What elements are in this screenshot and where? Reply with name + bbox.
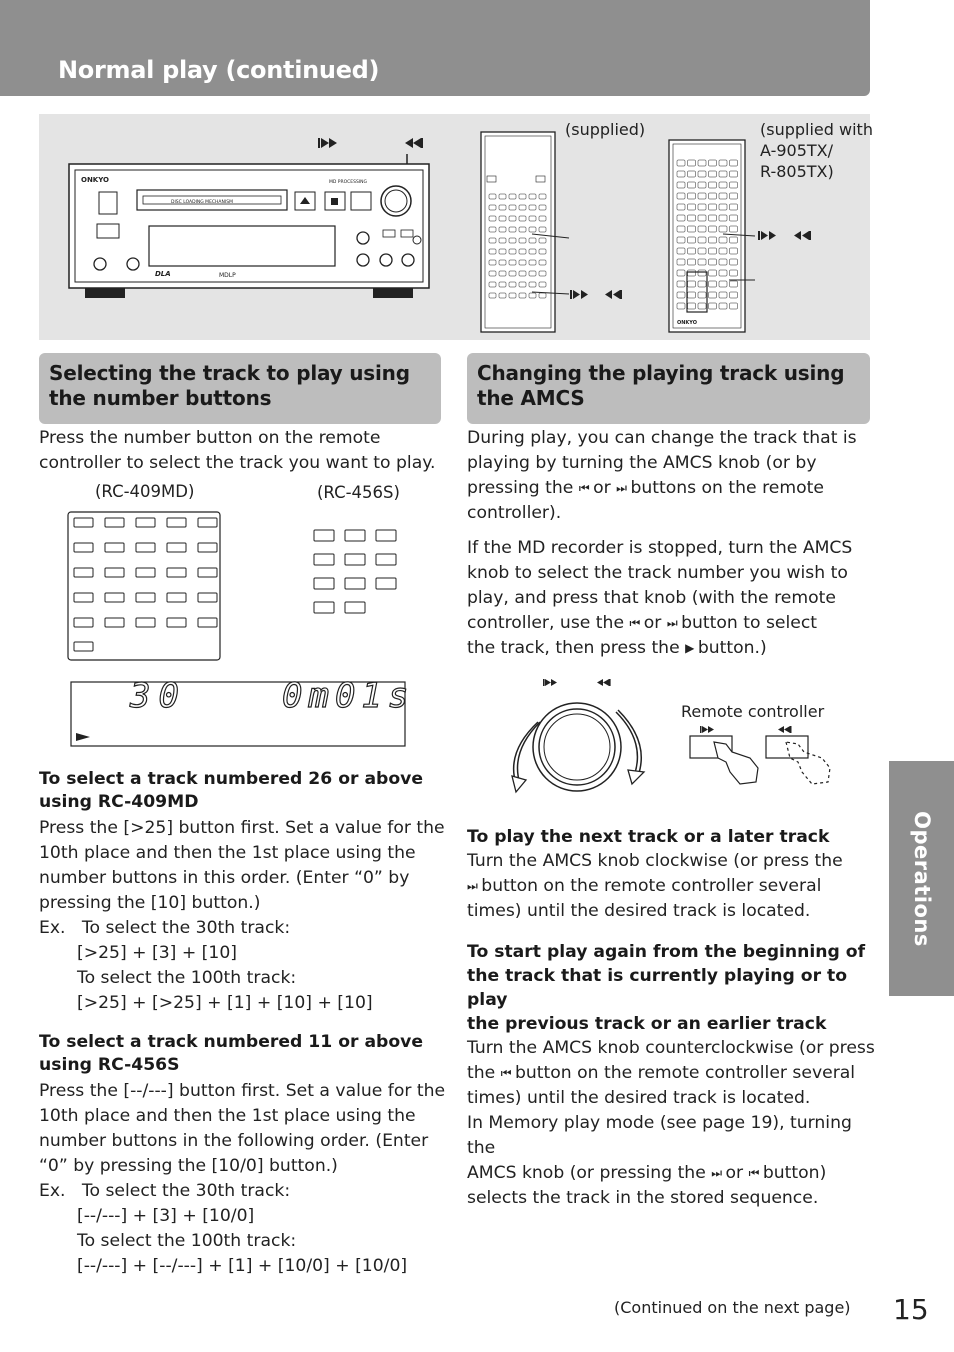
remote-button — [688, 171, 696, 177]
remote-button — [730, 215, 738, 221]
unit-panel-label: DISC LOADING MECHANISM — [171, 200, 233, 205]
remote-button — [529, 205, 536, 210]
page-number: 15 — [893, 1293, 929, 1326]
main-unit-illustration — [39, 114, 870, 340]
unit-brand-label: ONKYO — [81, 176, 110, 184]
rc409md-keypad-illustration — [66, 510, 226, 662]
remote-button — [489, 282, 496, 287]
remote-button — [709, 281, 717, 287]
keypad-button — [198, 568, 217, 577]
remote-button — [499, 249, 506, 254]
remote-button — [499, 260, 506, 265]
remote-button — [677, 204, 685, 210]
remote-button — [730, 292, 738, 298]
remote-button — [677, 281, 685, 287]
remote2-caption-line2: A-905TX/ — [760, 141, 834, 160]
remote-button — [519, 282, 526, 287]
remote-button — [730, 160, 738, 166]
remote-button — [719, 193, 727, 199]
remote-button — [688, 270, 696, 276]
next-track-icon: ⏭ — [467, 879, 476, 893]
remote-button — [499, 205, 506, 210]
remote-button — [499, 216, 506, 221]
remote-button — [539, 293, 546, 298]
remote-button — [698, 160, 706, 166]
remote-button — [698, 193, 706, 199]
keypad-button — [105, 518, 124, 527]
remote-button — [688, 259, 696, 265]
remote2-brand-label: ONKYO — [677, 320, 698, 326]
left-subsection-1: To select a track numbered 26 or above using RC-409MD Press the [>25] button first. Set a value for the 10th place and then the 1st place using the number buttons in this order. (Enter “0” by pressing the [10] button.) Ex. To select the 30th track: [>25] + [3] + [10] To select the 100th track: [>25] + [>25] + [1] + [10] + [10] — [39, 769, 445, 1013]
knob-next-icon — [597, 679, 611, 686]
keypad-button — [198, 618, 217, 627]
remote-button — [489, 271, 496, 276]
rc-prev-icon — [700, 726, 714, 733]
remote-button — [709, 292, 717, 298]
keypad-button — [345, 602, 365, 613]
remote2-skip-icons — [758, 231, 811, 240]
remote-button — [529, 249, 536, 254]
remote-button — [709, 215, 717, 221]
remote-button — [499, 282, 506, 287]
keypad-button — [345, 530, 365, 541]
remote-button — [719, 171, 727, 177]
remote-button — [539, 227, 546, 232]
remote-button — [539, 282, 546, 287]
knob-prev-icon — [543, 679, 557, 686]
remote-button — [489, 216, 496, 221]
keypad-button — [167, 618, 186, 627]
remote-button — [719, 204, 727, 210]
remote-button — [698, 204, 706, 210]
keypad-button — [376, 554, 396, 565]
play-icon: ▶ — [685, 641, 693, 655]
remote-button — [519, 260, 526, 265]
remote-button — [509, 216, 516, 221]
remote-button — [519, 205, 526, 210]
remote-button — [719, 215, 727, 221]
remote-button — [730, 182, 738, 188]
remote-controller-caption: Remote controller — [681, 702, 825, 721]
remote-button — [709, 303, 717, 309]
remote-button — [698, 237, 706, 243]
right-paragraph-1: During play, you can change the track that is playing by turning the AMCS knob (or by pressing the ⏮ or ⏭ buttons on the remote controller). If the MD recorder is stopped, turn the AMCS knob to select the track number you wish to play, and press that knob (with the remote controller, use the ⏮ or ⏭ button to select the track, then press the ▶ button.) — [467, 428, 857, 658]
remote-button — [709, 248, 717, 254]
remote-button — [709, 160, 717, 166]
remote-button — [519, 216, 526, 221]
remote-button — [698, 226, 706, 232]
remote-button — [677, 292, 685, 298]
remote-button — [709, 226, 717, 232]
remote-button — [489, 238, 496, 243]
remote-button — [529, 282, 536, 287]
remote-button — [519, 227, 526, 232]
remote-button — [529, 227, 536, 232]
remote-button — [698, 281, 706, 287]
remote-button — [489, 260, 496, 265]
remote-button — [677, 226, 685, 232]
keypad-button — [105, 543, 124, 552]
remote-button — [509, 238, 516, 243]
remote-button — [499, 293, 506, 298]
right-subsection-1: To play the next track or a later track Turn the AMCS knob clockwise (or press the ⏭ button on the remote controller several times) until the desired track is located. — [467, 827, 843, 921]
keypad-button — [345, 554, 365, 565]
remote-button — [719, 292, 727, 298]
remote-button — [688, 226, 696, 232]
remote-button — [509, 205, 516, 210]
remote-button — [719, 226, 727, 232]
left-intro: Press the number button on the remote controller to select the track you want to play. — [39, 428, 436, 473]
remote-button — [698, 182, 706, 188]
right-section-heading-line1: Changing the playing track using — [477, 361, 845, 385]
keypad-button — [136, 593, 155, 602]
keypad-button — [198, 593, 217, 602]
remote-button — [539, 249, 546, 254]
remote-button — [677, 259, 685, 265]
remote-button — [677, 160, 685, 166]
unit-processing-label: MD PROCESSING — [329, 180, 368, 185]
keypad-button — [136, 543, 155, 552]
remote-button — [730, 193, 738, 199]
keypad-button — [167, 518, 186, 527]
keypad-button — [105, 593, 124, 602]
remote-a905tx-illustration — [669, 140, 755, 332]
remote2-caption-line3: R-805TX) — [760, 162, 834, 181]
unit-skip-next-icon — [405, 138, 423, 148]
side-tab-label: Operations — [909, 810, 934, 947]
keypad-button — [74, 593, 93, 602]
keypad-button — [74, 642, 93, 651]
remote-button — [489, 293, 496, 298]
remote-button — [730, 303, 738, 309]
remote-button — [519, 293, 526, 298]
remote-button — [709, 204, 717, 210]
remote-button — [709, 237, 717, 243]
remote-button — [730, 171, 738, 177]
remote-button — [698, 215, 706, 221]
remote-button — [698, 270, 706, 276]
remote-button — [698, 171, 706, 177]
remote-button — [519, 238, 526, 243]
remote-button — [529, 293, 536, 298]
remote-button — [730, 248, 738, 254]
remote-supplied-caption: (supplied) — [565, 120, 646, 139]
keypad-button — [376, 530, 396, 541]
remote-button — [489, 194, 496, 199]
prev-track-icon: ⏮ — [578, 481, 588, 495]
remote-button — [709, 270, 717, 276]
keypad-button — [167, 568, 186, 577]
remote-button — [489, 249, 496, 254]
rc-next-icon — [778, 726, 792, 733]
remote-button — [730, 281, 738, 287]
keypad-button — [198, 518, 217, 527]
remote-button — [529, 194, 536, 199]
remote-button — [719, 237, 727, 243]
keypad-button — [314, 530, 334, 541]
remote-button — [709, 171, 717, 177]
remote-button — [529, 260, 536, 265]
remote-button — [539, 205, 546, 210]
left-subsection-2: To select a track numbered 11 or above using RC-456S Press the [--/---] button first. Set a value for the 10th place and then the 1st place using the number buttons in the following order. (Enter “0” by pressing the [10/0] button.) Ex. To select the 30th track: [--/---] + [3] + [10/0] To select the 100th track: [--/---] + [--/---] + [1] + [10/0] + [10/0] — [39, 1032, 446, 1276]
next-track-icon: ⏭ — [666, 616, 676, 630]
prev-track-icon: ⏮ — [748, 1166, 758, 1180]
remote-button — [677, 248, 685, 254]
unit-logo-label: DLA — [155, 270, 171, 278]
prev-track-icon: ⏮ — [629, 616, 639, 630]
remote-button — [509, 194, 516, 199]
remote-button — [489, 205, 496, 210]
remote-button — [698, 259, 706, 265]
remote-button — [730, 259, 738, 265]
remote-button — [709, 259, 717, 265]
remote-button — [509, 282, 516, 287]
remote-button — [719, 281, 727, 287]
remote-button — [709, 182, 717, 188]
keypad-button — [198, 543, 217, 552]
left-section-heading-line2: the number buttons — [49, 386, 272, 410]
keypad-button — [74, 618, 93, 627]
keypad-button — [314, 602, 334, 613]
remote-button — [539, 238, 546, 243]
remote-supplied-illustration — [481, 132, 569, 332]
next-track-icon: ⏭ — [616, 481, 625, 495]
remote-b-label: (RC-456S) — [317, 483, 400, 502]
page-title: Normal play (continued) — [58, 56, 380, 84]
remote-button — [719, 182, 727, 188]
remote-button — [519, 249, 526, 254]
remote-button — [688, 237, 696, 243]
rc456s-keypad-illustration — [310, 524, 404, 618]
keypad-button — [105, 568, 124, 577]
remote-button — [688, 248, 696, 254]
remote-button — [688, 281, 696, 287]
remote-button — [677, 215, 685, 221]
continued-note: (Continued on the next page) — [614, 1298, 851, 1317]
remote-button — [719, 248, 727, 254]
remote-button — [730, 237, 738, 243]
remote-button — [719, 303, 727, 309]
remote-button — [730, 226, 738, 232]
remote-button — [677, 171, 685, 177]
right-subsection-2: To start play again from the beginning of the track that is currently playing or to play the previous track or an earlier track Turn the AMCS knob counterclockwise (or press the ⏮ button on the remote controller several times) until the desired track is located. In Memory play mode (see page 19), turning the AMCS knob (or pressing the ⏭ or ⏮ button) selects the track in the stored sequence. — [467, 942, 875, 1208]
keypad-button — [74, 543, 93, 552]
remote-button — [529, 238, 536, 243]
remote-button — [677, 193, 685, 199]
remote-button — [519, 194, 526, 199]
remote-button — [677, 182, 685, 188]
remote-button — [688, 193, 696, 199]
unit-skip-prev-icon — [318, 138, 337, 148]
remote-button — [519, 271, 526, 276]
remote-button — [539, 216, 546, 221]
remote-button — [677, 237, 685, 243]
amcs-knob-illustration — [500, 672, 850, 797]
remote-button — [509, 227, 516, 232]
left-section-heading-line1: Selecting the track to play using — [49, 361, 410, 385]
remote-button — [509, 260, 516, 265]
remote-button — [730, 204, 738, 210]
remote-button — [688, 215, 696, 221]
keypad-button — [314, 578, 334, 589]
remote-button — [688, 204, 696, 210]
keypad-button — [167, 543, 186, 552]
keypad-button — [167, 593, 186, 602]
remote-button — [698, 292, 706, 298]
remote-button — [539, 260, 546, 265]
remote-button — [529, 216, 536, 221]
remote-button — [529, 271, 536, 276]
display-track-number: 30 — [130, 676, 187, 716]
remote-button — [688, 160, 696, 166]
remote-button — [730, 270, 738, 276]
keypad-button — [136, 618, 155, 627]
remote2-caption-line1: (supplied with — [760, 120, 873, 139]
remote-a-label: (RC-409MD) — [95, 482, 195, 501]
keypad-button — [345, 578, 365, 589]
remote-button — [509, 293, 516, 298]
remote-button — [489, 227, 496, 232]
side-tab-label-wrap — [889, 761, 954, 996]
keypad-button — [74, 518, 93, 527]
right-section-heading-line2: the AMCS — [477, 386, 585, 410]
remote-button — [499, 227, 506, 232]
remote-button — [709, 193, 717, 199]
keypad-button — [314, 554, 334, 565]
keypad-button — [376, 578, 396, 589]
remote-button — [719, 270, 727, 276]
keypad-button — [105, 618, 124, 627]
keypad-button — [136, 518, 155, 527]
prev-track-icon: ⏮ — [500, 1066, 510, 1080]
remote-button — [688, 292, 696, 298]
remote1-skip-icons — [570, 290, 622, 299]
remote-button — [719, 259, 727, 265]
remote-button — [499, 271, 506, 276]
remote-button — [539, 194, 546, 199]
remote-button — [677, 270, 685, 276]
keypad-button — [74, 568, 93, 577]
remote-button — [677, 303, 685, 309]
remote-button — [719, 160, 727, 166]
remote-button — [509, 249, 516, 254]
remote-button — [509, 271, 516, 276]
display-time: 0m01s — [282, 676, 415, 716]
remote-button — [499, 238, 506, 243]
remote-button — [698, 303, 706, 309]
remote-button — [539, 271, 546, 276]
unit-mdlp-label: MDLP — [219, 272, 236, 279]
remote-button — [499, 194, 506, 199]
keypad-button — [136, 568, 155, 577]
remote-button — [688, 303, 696, 309]
remote-button — [688, 182, 696, 188]
next-track-icon: ⏭ — [711, 1166, 721, 1180]
remote-button — [698, 248, 706, 254]
